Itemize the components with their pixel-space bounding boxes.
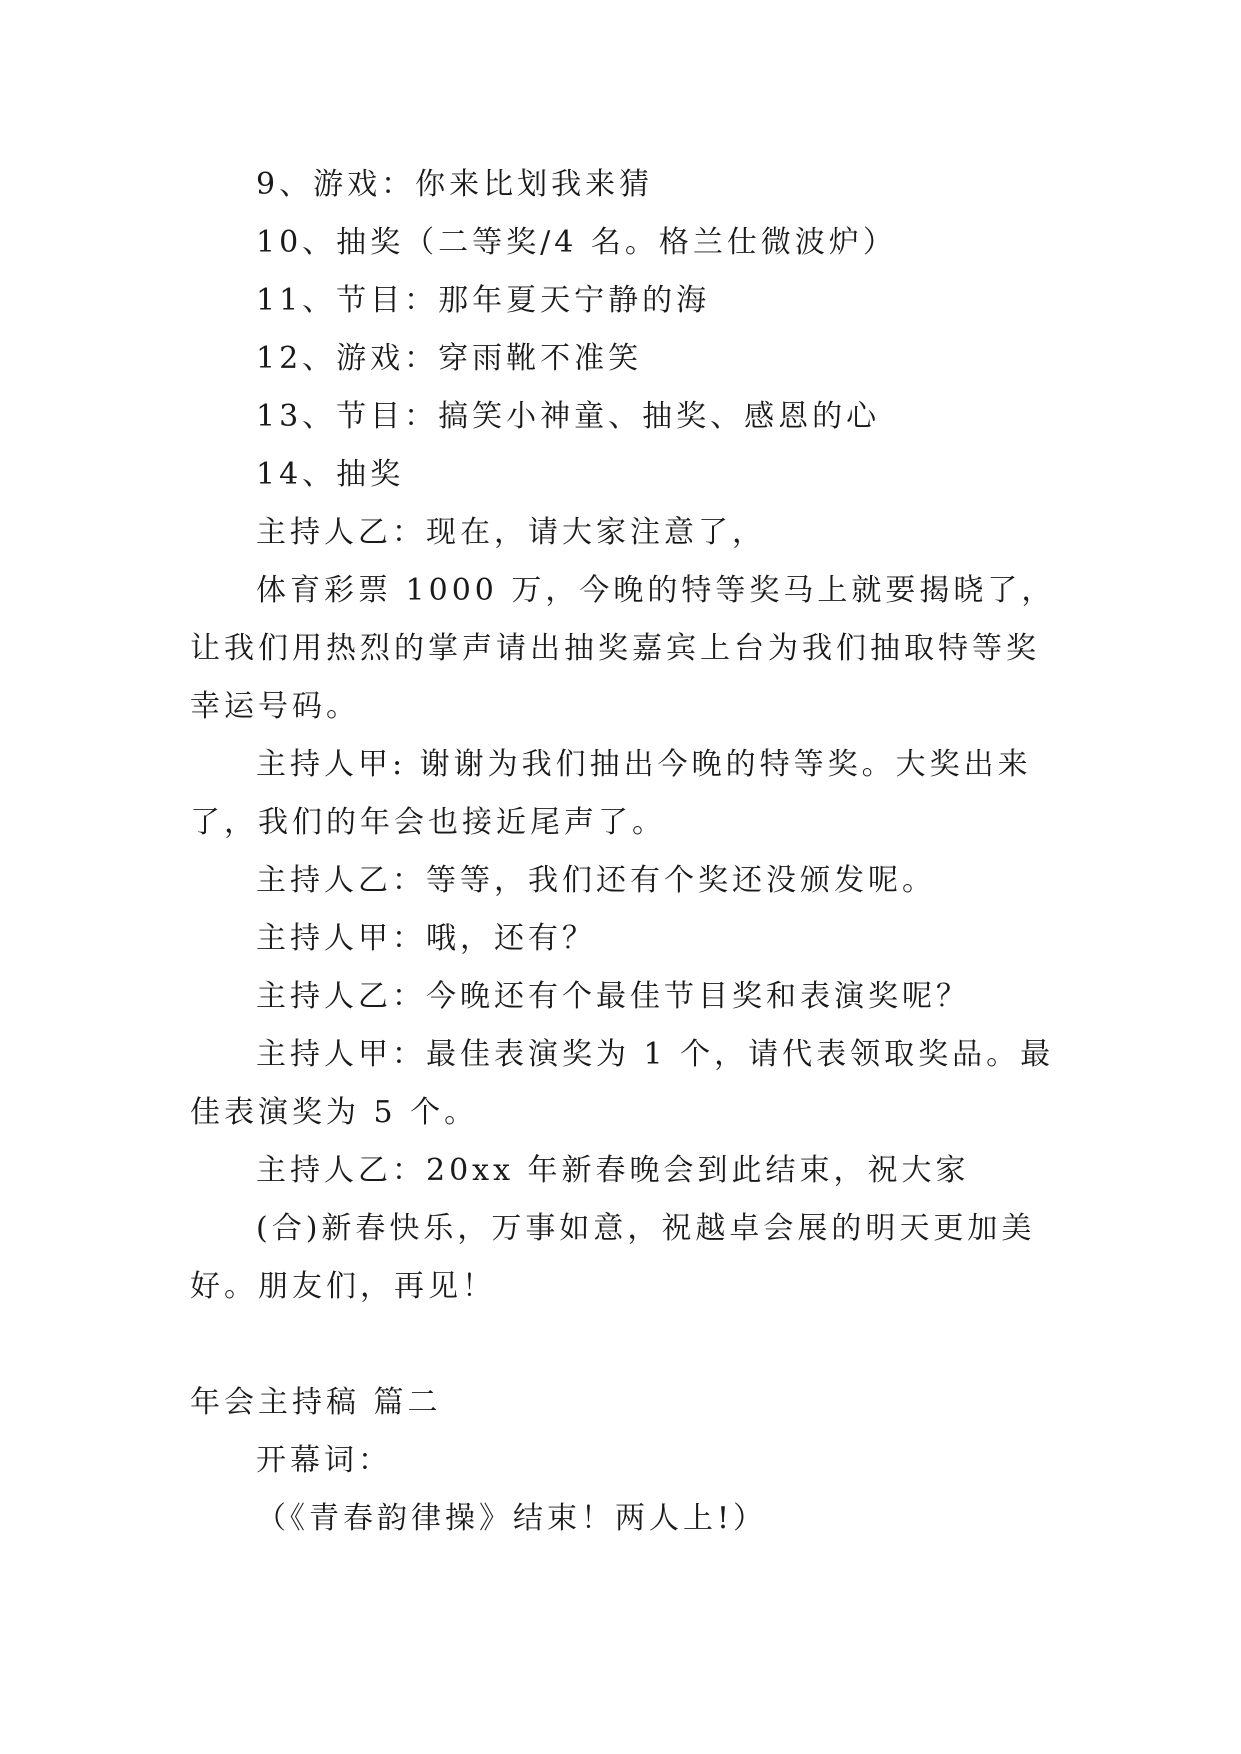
paragraph-item-9: 9、游戏：你来比划我来猜: [256, 167, 654, 202]
host-b-line-4: 主持人乙：20xx 年新春晚会到此结束，祝大家: [256, 1153, 970, 1188]
paragraph-item-13: 13、节目：搞笑小神童、抽奖、感恩的心: [256, 399, 881, 434]
host-b-line-2: 主持人乙：等等，我们还有个奖还没颁发呢。: [256, 863, 936, 898]
host-b-line-1: 主持人乙：现在，请大家注意了，: [256, 515, 766, 550]
section-spacer: [190, 1316, 1070, 1374]
paragraph-item-14: 14、抽奖: [256, 457, 405, 492]
host-a-line-2: 主持人甲：哦，还有？: [256, 921, 596, 956]
closing-paragraph: (合)新春快乐，万事如意，祝越卓会展的明天更加美好。朋友们，再见！: [190, 1211, 1036, 1304]
host-a-line-3: 主持人甲：最佳表演奖为 1 个，请代表领取奖品。最佳表演奖为 5 个。: [190, 1037, 1055, 1130]
paragraph-item-10: 10、抽奖（二等奖/4 名。格兰仕微波炉）: [256, 225, 897, 260]
paragraph-item-11: 11、节目：那年夏天宁静的海: [256, 283, 711, 318]
lottery-paragraph: 体育彩票 1000 万，今晚的特等奖马上就要揭晓了，让我们用热烈的掌声请出抽奖嘉宾上台为我们抽取特等奖幸运号码。: [190, 573, 1056, 724]
section-title: 年会主持稿 篇二: [190, 1385, 442, 1420]
stage-direction: （《青春韵律操》结束！两人上!）: [256, 1501, 768, 1536]
host-a-line-1: 主持人甲: 谢谢为我们抽出今晚的特等奖。大奖出来了，我们的年会也接近尾声了。: [190, 747, 1032, 840]
opening-speech-label: 开幕词：: [256, 1443, 392, 1478]
host-b-line-3: 主持人乙：今晚还有个最佳节目奖和表演奖呢？: [256, 979, 970, 1014]
paragraph-item-12: 12、游戏：穿雨靴不准笑: [256, 341, 643, 376]
document-body: [190, 156, 1070, 1548]
